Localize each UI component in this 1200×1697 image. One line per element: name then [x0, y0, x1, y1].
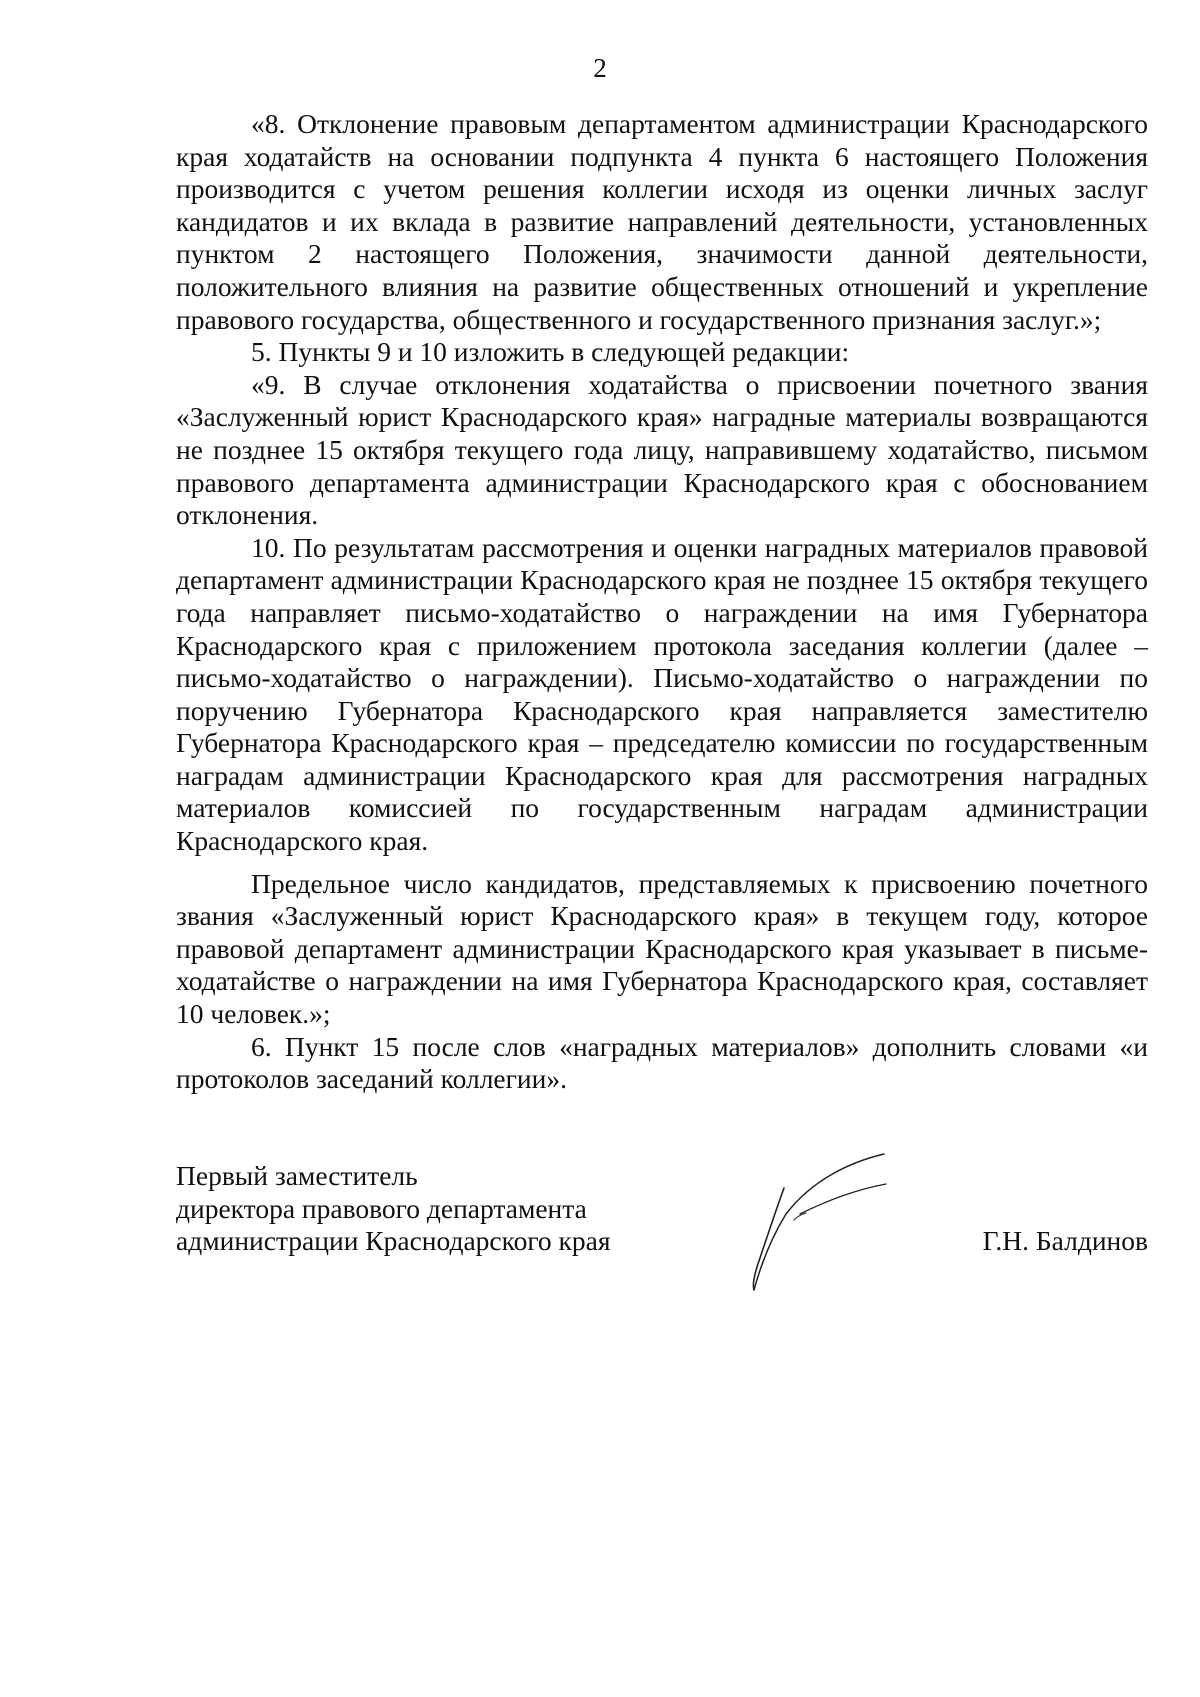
signer-title [176, 1160, 696, 1258]
paragraph-candidate-limit: Предельное число кандидатов, представляемых к присвоению почетного звания «Заслуженный юрист Краснодарского края» в текущем году, которое правовой департамент администрации Краснодарского края указывает в письме-ходатайстве о награждении на имя Губернатора Краснодарского края, составляет 10 человек.»; [176, 867, 1148, 1030]
signer-title-line: директора правового департамента [176, 1192, 587, 1224]
signer-title-line: администрации Краснодарского края [176, 1225, 611, 1257]
signer-name: Г.Н. Балдинов [982, 1225, 1148, 1256]
paragraph-item-8: «8. Отклонение правовым департаментом администрации Краснодарского края ходатайств на основании подпункта 4 пункта 6 настоящего Положения производится с учетом решения коллегии исходя из оценки личных заслуг кандидатов и их вклада в развитие направлений деятельности, установленных пунктом 2 настоящего Положения, значимости данной деятельности, положительного влияния на развитие общественных отношений и укрепление правового государства, общественного и государственного признания заслуг.»; [176, 108, 1148, 335]
page-number: 2 [593, 53, 607, 83]
paragraph-item-10: 10. По результатам рассмотрения и оценки наградных материалов правовой департамент администрации Краснодарского края не позднее 15 октября текущего года направляет письмо-ходатайство о награждении на имя Губернатора Краснодарского края с приложением протокола заседания коллегии (далее – письмо-ходатайство о награждении). Письмо-ходатайство о награждении по поручению Губернатора Краснодарского края направляется заместителю Губернатора Краснодарского края – председателю комиссии по государственным наградам администрации Краснодарского края для рассмотрения наградных материалов комиссией по государственным наградам администрации Краснодарского края. [176, 531, 1148, 857]
document-body [176, 108, 1148, 1096]
paragraph-amend-6: 6. Пункт 15 после слов «наградных материалов» дополнить словами «и протоколов заседаний коллегии». [176, 1030, 1148, 1095]
signer-title-line: Первый заместитель [176, 1160, 418, 1191]
paragraph-item-9: «9. В случае отклонения ходатайства о присвоении почетного звания «Заслуженный юрист Краснодарского края» наградные материалы возвращаются не позднее 15 октября текущего года лицу, направившему ходатайство, письмом правового департамента администрации Краснодарского края с обоснованием отклонения. [176, 368, 1148, 531]
paragraph-amend-5: 5. Пункты 9 и 10 изложить в следующей редакции: [251, 336, 850, 368]
handwritten-signature [724, 1150, 904, 1295]
signature-block [176, 1160, 1148, 1310]
